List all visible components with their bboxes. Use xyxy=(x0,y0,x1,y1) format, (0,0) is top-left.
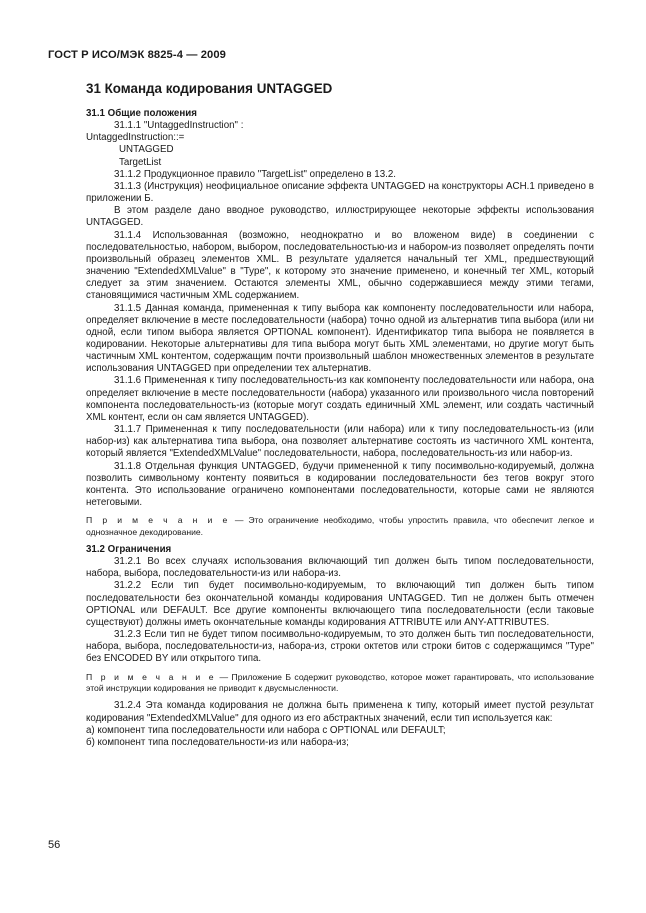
page-number: 56 xyxy=(48,839,61,851)
paragraph-31-1-5: 31.1.5 Данная команда, примененная к типу выбора как компоненту последовательности или набора, определяет включение в месте последовательности (набора) точно одной из альтернатив типа выбора (или ни одной, если типом выбора является OPTIONAL компонент). Идентификатор типа выбора не появляется в кодировании. Некоторые альтернативы для типа выбора могут быть XML элементами, но другие могут быть частичным XML контентом, содержащим почти произвольный шаблон множественных элементов в результате использования UNTAGGED при определении тех альтернатив. xyxy=(86,302,594,375)
note-label: П р и м е ч а н и е xyxy=(86,671,217,682)
standard-header: ГОСТ Р ИСО/МЭК 8825-4 — 2009 xyxy=(48,49,227,61)
note-text: — Это ограничение необходимо, чтобы упростить правила, что обеспечит легкое и однозначное декодирование. xyxy=(86,515,594,537)
paragraph-31-2-2: 31.2.2 Если тип будет посимвольно-кодируемым, то включающий тип должен быть типом последовательности без окончательной команды кодирования UNTAGGED. Тип не должен быть отмечен OPTIONAL или DEFAULT. Все другие компоненты включающего типа последовательности (если таковые существуют) должны иметь окончательные команды кодирования ATTRIBUTE или ANY-ATTRIBUTES. xyxy=(86,580,594,628)
section-title: 31 Команда кодирования UNTAGGED xyxy=(86,81,333,96)
paragraph-31-1-4: 31.1.4 Использованная (возможно, неоднократно и во вложеном виде) в соединении с последовательностью, набором, выбором, последовательностью-из и набором-из позволяет определять почти произвольный образец элементов XML. В результате удаляется начальный тег XML, предшествующий значению "ExtendedXMLValue" в "Type", к которому это значение применено, и конечный тег XML, который следует за этим значением. Остаются элементы XML, обычно содержавшиеся между этими тегами, становящимися частичным XML содержанием. xyxy=(86,229,594,302)
document-body xyxy=(86,108,594,749)
paragraph-31-2-4: 31.2.4 Эта команда кодирования не должна быть применена к типу, который имеет пустой результат кодирования "ExtendedXMLValue" для одного из его абстрактных значений, если тип используется как: xyxy=(86,700,594,724)
note-text: — Приложение Б содержит руководство, которое может гарантировать, что использование этой инструкции кодирования не приводит к двусмысленности. xyxy=(86,671,594,693)
paragraph-31-1-6: 31.1.6 Примененная к типу последовательность-из как компоненту последовательности или набора, она определяет включение в месте последовательности (набора) указанного или произвольного числа повторений компонента последовательность-из (которые могут создать единичный XML элемент, или создать частичный XML контент, если он сам является UNTAGGED). xyxy=(86,375,594,423)
subsection-title-31-2: 31.2 Ограничения xyxy=(86,543,172,555)
paragraph-31-2-1: 31.2.1 Во всех случаях использования включающий тип должен быть типом последовательности, набора, выбора, последовательности-из или набора-из. xyxy=(86,556,594,580)
paragraph-31-1-3: 31.1.3 (Инструкция) неофициальное описание эффекта UNTAGGED на конструкторы ACH.1 приведено в приложении Б. xyxy=(86,180,594,205)
paragraph-31-1-1: 31.1.1 "UntaggedInstruction" : xyxy=(114,120,244,132)
paragraph-31-1-2: 31.1.2 Продукционное правило "TargetList" определено в 13.2. xyxy=(114,168,396,180)
note-label: П р и м е ч а н и е xyxy=(86,515,230,526)
paragraph-31-1-7: 31.1.7 Примененная к типу последовательности (или набора) или к типу последовательность-из (или набор-из) как альтернатива типа выбора, она позволяет альтернативе состоять из частичного XML контента, который является "ExtendedXMLValue" последовательности, набора, последовательность-из или набор-из. xyxy=(86,424,594,460)
subsection-title-31-1: 31.1 Общие положения xyxy=(86,108,197,119)
paragraph-intro: В этом разделе дано вводное руководство, иллюстрирующее некоторые эффекты использования UNTAGGED. xyxy=(86,205,594,229)
code-line-target-list: TargetList xyxy=(119,156,162,168)
list-item-b: б) компонент типа последовательности-из или набора-из; xyxy=(86,736,349,748)
note-31-2 xyxy=(86,672,594,695)
list-item-a: а) компонент типа последовательности или набора с OPTIONAL или DEFAULT; xyxy=(86,724,446,736)
code-line-untagged-instruction: UntaggedInstruction::= xyxy=(86,132,185,144)
paragraph-31-2-3: 31.2.3 Если тип не будет типом посимвольно-кодируемым, то это должен быть тип последовательности, набора, выбора, последовательности-из, набора-из, строки октетов или строки битов с содержащимся "Type" без ENCODED BY или открытого типа. xyxy=(86,629,594,665)
paragraph-31-1-8: 31.1.8 Отдельная функция UNTAGGED, будучи примененной к типу посимвольно-кодируемый, должна позволить символьному контенту появиться в кодировании последовательности без тегов вокруг этого контента. Это использование ограничено компонентами последовательности, которые сами не являются нетеговыми. xyxy=(86,460,594,508)
code-line-untagged: UNTAGGED xyxy=(119,144,174,156)
note-31-1 xyxy=(86,515,594,538)
